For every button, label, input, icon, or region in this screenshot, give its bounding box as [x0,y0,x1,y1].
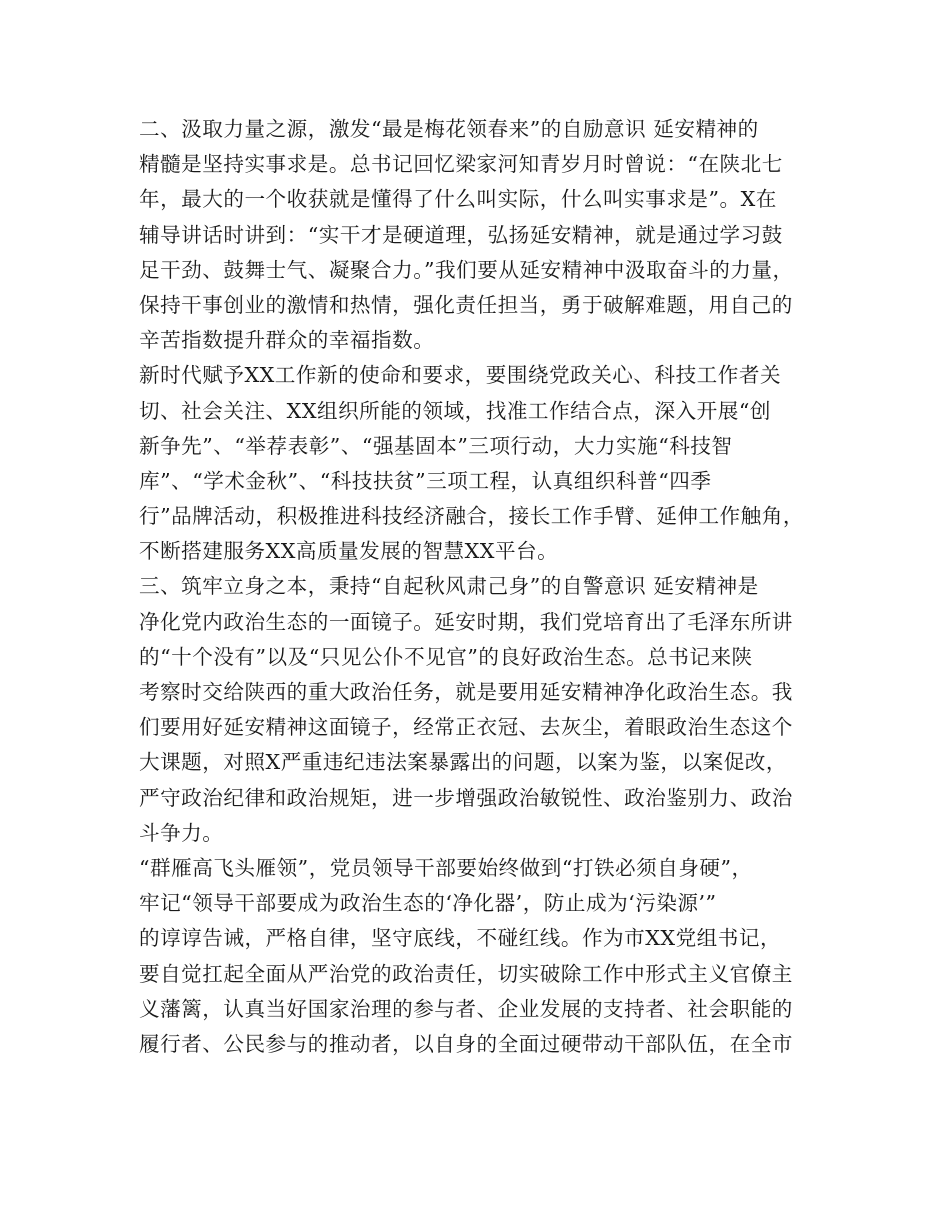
text-line: 要自觉扛起全面从严治党的政治责任，切实破除工作中形式主义官僚主 [139,961,793,986]
text-line: 二、汲取力量之源，激发“最是梅花领春来”的自励意识 延安精神的 [139,117,759,141]
text-line: 义藩篱，认真当好国家治理的参与者、企业发展的支持者、社会职能的 [139,996,793,1021]
text-line: 行”品牌活动，积极推进科技经济融合，接长工作手臂、延伸工作触角， [139,504,804,529]
text-line: 新争先”、“举荐表彰”、“强基固本”三项行动，大力实施“科技智 [139,433,733,458]
document-body [139,112,819,1062]
text-line: 牢记“领导干部要成为政治生态的‘净化器’，防止成为‘污染源’” [139,891,717,916]
text-line: 斗争力。 [139,820,224,845]
text-line: 保持干事创业的激情和热情，强化责任担当，勇于破解难题，用自己的 [139,292,793,317]
text-line: 辅导讲话时讲到：“实干才是硬道理，弘扬延安精神，就是通过学习鼓 [139,222,783,247]
text-line: 库”、“学术金秋”、“科技扶贫”三项工程，认真组织科普“四季 [139,468,712,493]
text-line: 净化党内政治生态的一面镜子。延安时期，我们党培育出了毛泽东所讲 [139,609,793,634]
text-line: “群雁高飞头雁领”，党员领导干部要始终做到“打铁必须自身硬”， [139,855,753,880]
text-line: 足干劲、鼓舞士气、凝聚合力。”我们要从延安精神中汲取奋斗的力量， [139,257,794,282]
text-line: 辛苦指数提升群众的幸福指数。 [139,328,435,353]
text-line: 精髓是坚持实事求是。总书记回忆梁家河知青岁月时曾说：“在陕北七 [139,152,783,177]
text-line: 新时代赋予XX工作新的使命和要求，要围绕党政关心、科技工作者关 [139,363,782,388]
text-line: 的谆谆告诫，严格自律，坚守底线，不碰红线。作为市XX党组书记， [139,926,782,951]
text-line: 严守政治纪律和政治规矩，进一步增强政治敏锐性、政治鉴别力、政治 [139,785,793,810]
text-line: 切、社会关注、XX组织所能的领域，找准工作结合点，深入开展“创 [139,398,771,423]
text-line: 的“十个没有”以及“只见公仆不见官”的良好政治生态。总书记来陕 [139,644,753,669]
text-line: 大课题，对照X严重违纪违法案暴露出的问题，以案为鉴，以案促改， [139,750,787,775]
text-line: 履行者、公民参与的推动者，以自身的全面过硬带动干部队伍，在全市 [139,1031,793,1056]
text-line: 三、筑牢立身之本，秉持“自起秋风肃己身”的自警意识 延安精神是 [139,574,759,599]
text-line: 不断搭建服务XX高质量发展的智慧XX平台。 [139,539,559,564]
text-line: 年，最大的一个收获就是懂得了什么叫实际，什么叫实事求是”。X在 [139,187,777,212]
text-line: 们要用好延安精神这面镜子，经常正衣冠、去灰尘，着眼政治生态这个 [139,715,793,740]
text-line: 考察时交给陕西的重大政治任务，就是要用延安精神净化政治生态。我 [139,680,793,704]
